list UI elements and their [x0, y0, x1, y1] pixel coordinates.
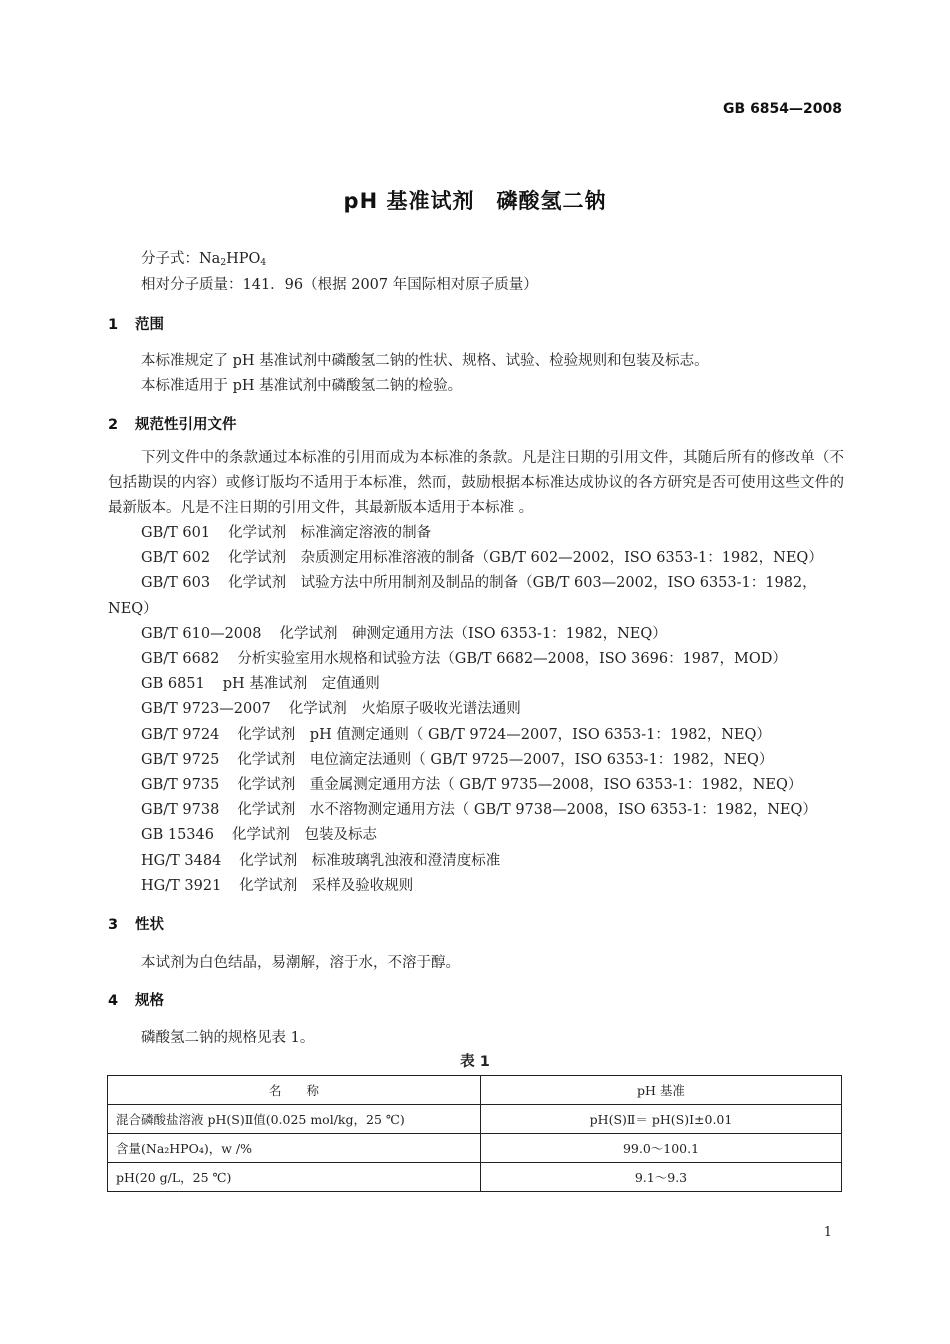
table-cell-value: 9.1～9.3 [481, 1163, 842, 1192]
standard-number: GB 6854—2008 [723, 101, 842, 117]
section-heading-4: 4 规格 [108, 993, 164, 1009]
reference-code: GB/T 6682 [141, 651, 220, 667]
reference-item [141, 798, 817, 819]
reference-code: GB/T 601 [141, 525, 211, 541]
reference-item [141, 874, 413, 895]
reference-code: GB/T 603 [141, 575, 211, 592]
table-cell-name: 混合磷酸盐溶液 pH(S)Ⅱ值(0.025 mol/kg，25 ℃) [108, 1105, 481, 1134]
reference-item [141, 546, 823, 567]
reference-title: 化学试剂 试验方法中所用制剂及制品的制备（GB/T 603—2002，ISO 6353-1：1982， [228, 575, 817, 592]
reference-item [141, 849, 500, 870]
table-cell-value: pH(S)Ⅱ＝ pH(S)Ⅰ±0.01 [481, 1105, 842, 1134]
molecular-formula: 分子式：$Na_2HPO_4$ [141, 251, 267, 268]
reference-item [141, 672, 380, 693]
reference-item [141, 748, 773, 769]
table-cell-value: 99.0～100.1 [481, 1134, 842, 1163]
scope-paragraph-1: 本标准规定了 pH 基准试剂中磷酸氢二钠的性状、规格、试验、检验规则和包装及标志。 [141, 353, 709, 369]
reference-item [141, 521, 431, 542]
section-heading-3: 3 性状 [108, 917, 164, 933]
reference-item [141, 723, 771, 744]
table-header-ph-standard: pH 基准 [481, 1076, 842, 1105]
reference-code: GB/T 9735 [141, 777, 220, 793]
reference-item [141, 773, 802, 794]
scope-paragraph-2: 本标准适用于 pH 基准试剂中磷酸氢二钠的检验。 [141, 378, 463, 394]
reference-title: 化学试剂 水不溶物测定通用方法（ GB/T 9738—2008，ISO 6353-1：1982，NEQ） [237, 802, 817, 819]
reference-code: GB 6851 [141, 676, 205, 693]
reference-item [141, 622, 667, 643]
reference-title: 化学试剂 重金属测定通用方法（ GB/T 9735—2008，ISO 6353-1：1982，NEQ） [237, 777, 803, 793]
reference-code: GB 15346 [141, 827, 214, 844]
reference-title: 分析实验室用水规格和试验方法（GB/T 6682—2008，ISO 3696：1987，MOD） [237, 651, 787, 667]
reference-code: GB/T 9725 [141, 751, 220, 768]
reference-title: 化学试剂 采样及验收规则 [239, 877, 414, 894]
table-row [108, 1105, 842, 1134]
section-heading-1: 1 范围 [108, 317, 164, 333]
reference-code: GB/T 610—2008 [141, 625, 262, 642]
reference-title: 化学试剂 标准滴定溶液的制备 [228, 525, 432, 541]
reference-title: 化学试剂 包装及标志 [231, 827, 377, 844]
reference-item [141, 571, 817, 592]
spec-intro: 磷酸氢二钠的规格见表 1。 [141, 1030, 315, 1046]
table-caption: 表 1 [460, 1054, 490, 1070]
reference-title: 化学试剂 火焰原子吸收光谱法通则 [288, 701, 521, 718]
reference-title: 化学试剂 杂质测定用标准溶液的制备（GB/T 602—2002，ISO 6353-1：1982，NEQ） [228, 550, 823, 567]
reference-title: 化学试剂 标准玻璃乳浊液和澄清度标准 [239, 852, 501, 869]
reference-item [141, 697, 521, 718]
reference-code: GB/T 602 [141, 550, 211, 567]
table-row [108, 1163, 842, 1192]
reference-title: 化学试剂 电位滴定法通则（ GB/T 9725—2007，ISO 6353-1：1982，NEQ） [237, 751, 774, 768]
reference-code: GB/T 9723—2007 [141, 701, 271, 718]
table-cell-name: 含量(Na₂HPO₄)，w /% [108, 1134, 481, 1163]
molar-mass: 相对分子质量：141．96（根据 2007 年国际相对原子质量） [141, 277, 538, 293]
reference-title: pH 基准试剂 定值通则 [222, 676, 380, 693]
reference-code: HG/T 3921 [141, 877, 222, 894]
reference-item [141, 647, 787, 668]
properties-text: 本试剂为白色结晶，易潮解，溶于水，不溶于醇。 [141, 955, 460, 971]
page-number: 1 [823, 1225, 832, 1240]
table-header-name: 名 称 [108, 1076, 481, 1105]
section-heading-2: 2 规范性引用文件 [108, 417, 237, 433]
reference-continuation: NEQ） [108, 600, 158, 617]
table-row [108, 1134, 842, 1163]
reference-title: 化学试剂 pH 值测定通则（ GB/T 9724—2007，ISO 6353-1：1982，NEQ） [237, 726, 771, 743]
reference-code: GB/T 9724 [141, 726, 220, 743]
table-header-row [108, 1076, 842, 1105]
document-title: pH 基准试剂 磷酸氢二钠 [343, 189, 607, 213]
reference-code: GB/T 9738 [141, 802, 220, 819]
reference-code: HG/T 3484 [141, 852, 222, 869]
spec-table [107, 1075, 842, 1192]
table-cell-name: pH(20 g/L，25 ℃) [108, 1163, 481, 1192]
reference-item [141, 823, 377, 844]
reference-title: 化学试剂 砷测定通用方法（ISO 6353-1：1982，NEQ） [279, 625, 667, 642]
references-intro: 下列文件中的条款通过本标准的引用而成为本标准的条款。凡是注日期的引用文件，其随后所有的修改单（不包括勘误的内容）或修订版均不适用于本标准，然而，鼓励根据本标准达成协议的各方研究是否可使用这些文件的最新版本。凡是不注日期的引用文件，其最新版本适用于本标准 。 [108, 450, 844, 516]
